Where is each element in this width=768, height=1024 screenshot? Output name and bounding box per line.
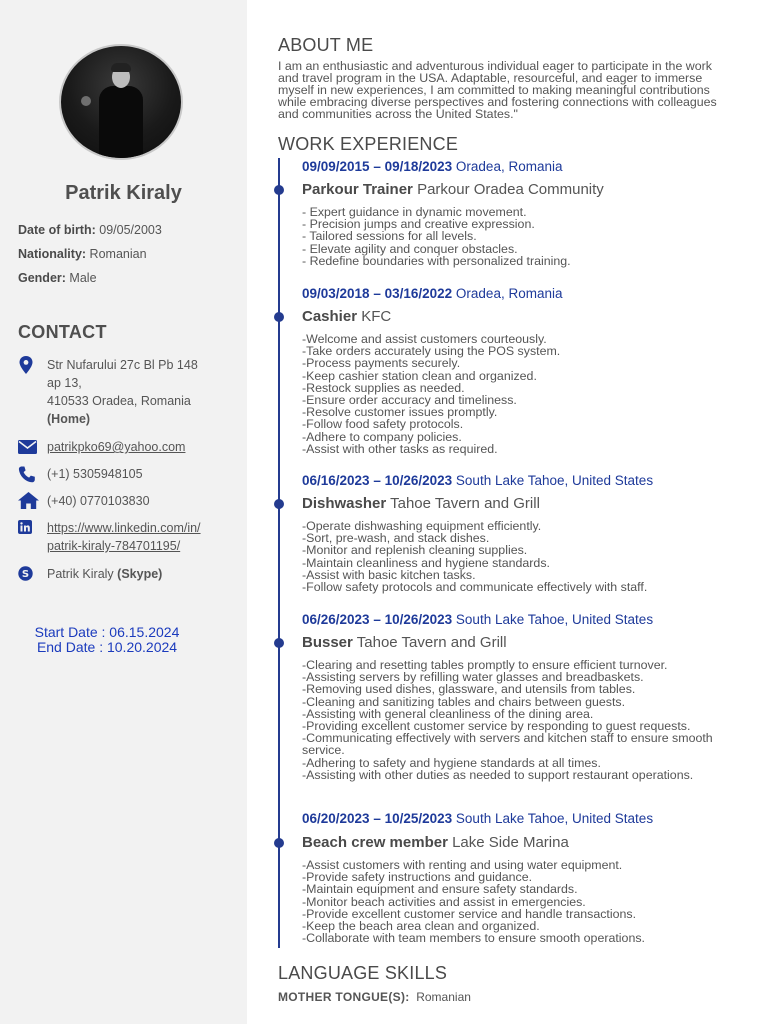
dob-value: 09/05/2003 [99, 223, 162, 237]
profile-name: Patrik Kiraly [65, 182, 182, 204]
job-description: -Assist customers with renting and using water equipment. -Provide safety instructions and guidance. -Maintain equipment and ensure safety standards. -Monitor beach activities and assist in emergencies. -Provide excellent customer service and handle transactions. -Keep the beach area clean and organized. -Collaborate with team members to ensure smooth operations. [302, 858, 645, 946]
contact-address [18, 356, 233, 428]
job-title [302, 181, 604, 198]
svg-text:S: S [21, 569, 30, 581]
linkedin-icon [18, 520, 38, 536]
program-end-date: End Date : 10.20.2024 [36, 639, 178, 655]
contact-linkedin [18, 519, 233, 555]
linkedin-line1: https://www.linkedin.com/in/ [47, 521, 201, 535]
timeline-dot [274, 838, 284, 848]
job-date [302, 612, 653, 627]
timeline-dot [274, 185, 284, 195]
envelope-icon [18, 440, 38, 456]
about-text: I am an enthusiastic and adventurous individual eager to participate in the work and travel program in the USA. Adaptable, resourceful, and eager to immerse myself in new experiences, I am committed to making meaningful contributions while embracing diverse perspectives and fostering connections with colleagues and communities across the United States." [278, 59, 717, 121]
skype-value [47, 565, 162, 583]
job-location: Oradea, Romania [455, 159, 563, 174]
mother-tongue-row [278, 990, 471, 1004]
job-title [302, 495, 540, 512]
job-title [302, 634, 507, 651]
skype-name: Patrik Kiraly [47, 567, 114, 581]
skype-icon [18, 566, 38, 582]
job-dates: 06/20/2023 – 10/25/2023 [302, 811, 453, 826]
job-date [302, 473, 653, 488]
dob-row [18, 223, 162, 237]
job-title [302, 834, 569, 851]
job-role: Beach crew member [302, 834, 448, 851]
contact-phone-mobile [18, 465, 233, 483]
job-dates: 06/26/2023 – 10/26/2023 [302, 612, 453, 627]
nationality-row [18, 247, 147, 261]
job-description: -Welcome and assist customers courteously. -Take orders accurately using the POS system. -Process payments securely. -Keep cashier station clean and organized. -Restock supplies as needed. -Ensure order accuracy and timeliness. -Resolve customer issues promptly. -Follow food safety protocols. -Adhere to company policies. -Assist with other tasks as required. [302, 332, 561, 456]
timeline-line [278, 158, 280, 948]
nationality-label: Nationality: [18, 247, 87, 261]
nationality-value: Romanian [89, 247, 147, 261]
contact-heading: CONTACT [18, 322, 107, 342]
job-date [302, 811, 653, 826]
job-dates: 09/09/2015 – 09/18/2023 [302, 159, 453, 174]
job-date [302, 159, 562, 174]
program-start-date: Start Date : 06.15.2024 [34, 624, 180, 640]
job-location: Oradea, Romania [455, 286, 563, 301]
about-heading: ABOUT ME [278, 35, 374, 55]
job-employer: KFC [361, 308, 392, 325]
address-type: (Home) [47, 412, 91, 426]
phone-icon [18, 466, 38, 482]
language-heading: LANGUAGE SKILLS [278, 963, 448, 983]
profile-photo [59, 44, 183, 160]
job-location: South Lake Tahoe, United States [455, 612, 654, 627]
job-description: - Expert guidance in dynamic movement. - Precision jumps and creative expression. - Tailored sessions for all levels. - Elevate agility and conquer obstacles. - Redefine boundaries with personalized training. [302, 205, 571, 268]
linkedin-line2: patrik-kiraly-784701195/ [47, 539, 181, 553]
job-dates: 09/03/2018 – 03/16/2022 [302, 286, 453, 301]
address-line1: Str Nufarului 27c Bl Pb 148 [47, 358, 198, 372]
timeline-dot [274, 638, 284, 648]
timeline-dot [274, 499, 284, 509]
mother-tongue-value: Romanian [416, 990, 471, 1004]
gender-row [18, 271, 97, 285]
contact-phone-home [18, 492, 233, 510]
email-link[interactable]: patrikpko69@yahoo.com [47, 440, 186, 454]
linkedin-link[interactable] [47, 519, 201, 555]
work-heading: WORK EXPERIENCE [278, 134, 459, 154]
home-icon [18, 492, 38, 508]
job-location: South Lake Tahoe, United States [455, 473, 654, 488]
contact-email [18, 438, 233, 456]
job-role: Parkour Trainer [302, 181, 413, 198]
job-location: South Lake Tahoe, United States [455, 811, 654, 826]
location-pin-icon [18, 356, 38, 372]
job-employer: Parkour Oradea Community [417, 181, 604, 198]
address-line2: ap 13, [47, 376, 82, 390]
contact-skype [18, 565, 233, 583]
timeline-dot [274, 312, 284, 322]
gender-label: Gender: [18, 271, 66, 285]
job-role: Busser [302, 634, 353, 651]
job-employer: Lake Side Marina [452, 834, 569, 851]
job-description: -Operate dishwashing equipment efficiently. -Sort, pre-wash, and stack dishes. -Monitor and replenish cleaning supplies. -Maintain cleanliness and hygiene standards. -Assist with basic kitchen tasks. -Follow safety protocols and communicate effectively with staff. [302, 519, 648, 595]
job-description: -Clearing and resetting tables promptly to ensure efficient turnover. -Assisting servers by refilling water glasses and breadbaskets. -Removing used dishes, glassware, and utensils from tables. -Cleaning and sanitizing tables and chairs between guests. -Assisting with general cleanliness of the dining area. -Providing excellent customer service by responding to guest requests. -Communicating effectively with servers and kitchen staff to ensure smooth service. -Adhering to safety and hygiene standards at all times. -Assisting with other duties as needed to support restaurant operations. [302, 658, 713, 782]
phone-mobile-value: (+1) 5305948105 [47, 467, 143, 481]
job-date [302, 286, 562, 301]
mother-tongue-label: MOTHER TONGUE(S): [278, 990, 410, 1004]
skype-label: (Skype) [117, 567, 163, 581]
job-role: Cashier [302, 308, 358, 325]
sidebar [0, 0, 247, 1024]
job-employer: Tahoe Tavern and Grill [390, 495, 540, 512]
job-role: Dishwasher [302, 495, 387, 512]
address-line3: 410533 Oradea, Romania [47, 394, 191, 408]
phone-home-value: (+40) 0770103830 [47, 494, 150, 508]
job-dates: 06/16/2023 – 10/26/2023 [302, 473, 453, 488]
dob-label: Date of birth: [18, 223, 96, 237]
gender-value: Male [69, 271, 97, 285]
job-title [302, 308, 391, 325]
job-employer: Tahoe Tavern and Grill [356, 634, 507, 651]
